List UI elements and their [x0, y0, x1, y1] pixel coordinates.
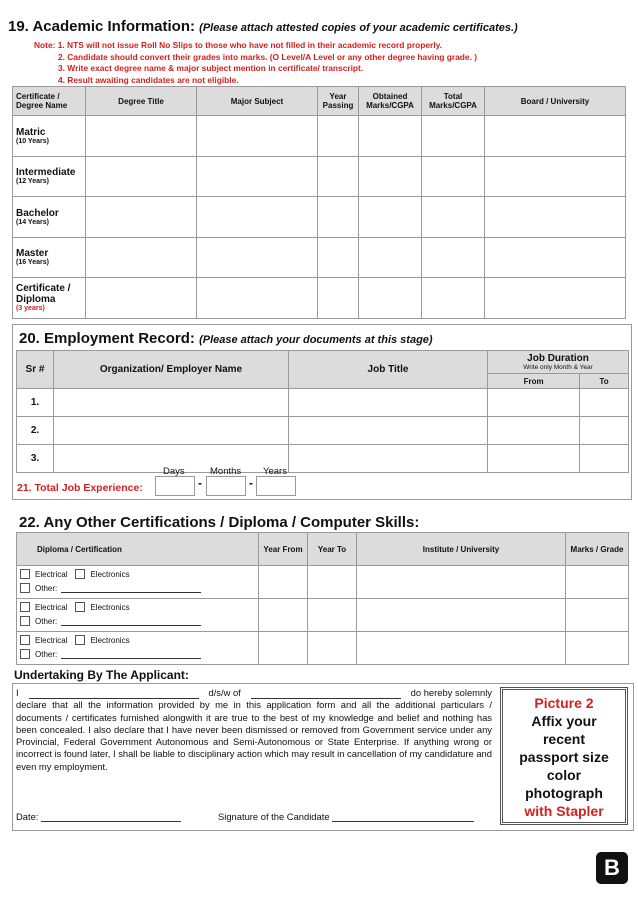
major-subject-cell[interactable]	[197, 116, 318, 157]
total-cell[interactable]	[422, 278, 485, 319]
board-cell[interactable]	[485, 278, 626, 319]
academic-table	[12, 86, 626, 319]
to-cell[interactable]	[580, 445, 629, 473]
board-cell[interactable]	[485, 156, 626, 197]
certification-options	[17, 632, 259, 665]
degree-title-cell[interactable]	[86, 197, 197, 238]
note-1: Note: 1. NTS will not issue Roll No Slips to those who have not filled in their academic record properly.	[34, 40, 442, 50]
col-degree-title: Degree Title	[86, 87, 197, 116]
row-label: Matric (10 Years)	[13, 116, 86, 157]
undertaking-heading: Undertaking By The Applicant:	[14, 668, 189, 682]
undertaking-text	[16, 687, 492, 773]
degree-title-cell[interactable]	[86, 156, 197, 197]
employment-heading: 20. Employment Record: (Please attach your documents at this stage)	[19, 330, 433, 347]
year-to-cell[interactable]	[308, 566, 357, 599]
row-label: Certificate / Diploma (3 years)	[13, 278, 86, 319]
table-row	[13, 156, 626, 197]
col-organization: Organization/ Employer Name	[54, 351, 289, 389]
year-cell[interactable]	[318, 156, 359, 197]
table-row	[17, 632, 629, 665]
total-cell[interactable]	[422, 116, 485, 157]
obtained-cell[interactable]	[359, 116, 422, 157]
picture-title: Picture 2	[534, 695, 594, 711]
electrical-label: Electrical	[35, 635, 68, 645]
electronics-label: Electronics	[90, 602, 130, 612]
col-total: Total Marks/CGPA	[422, 87, 485, 116]
major-subject-cell[interactable]	[197, 197, 318, 238]
year-to-cell[interactable]	[308, 599, 357, 632]
board-cell[interactable]	[485, 237, 626, 278]
board-cell[interactable]	[485, 116, 626, 157]
marks-cell[interactable]	[566, 566, 629, 599]
table-row	[13, 197, 626, 238]
institute-cell[interactable]	[357, 632, 566, 665]
job-title-cell[interactable]	[289, 389, 488, 417]
years-field[interactable]	[256, 476, 296, 496]
col-year-passing: Year Passing	[318, 87, 359, 116]
picture-line: passport size	[519, 749, 609, 765]
col-marks: Marks / Grade	[566, 533, 629, 566]
employment-table	[16, 350, 629, 473]
job-title-cell[interactable]	[289, 417, 488, 445]
col-certificate: Certificate / Degree Name	[13, 87, 86, 116]
col-obtained: Obtained Marks/CGPA	[359, 87, 422, 116]
col-institute: Institute / University	[357, 533, 566, 566]
undertaking-body: declare that all the information provided by me in this application form and all the additional particulars / documents / certificates furnished alongwith it are true to the best of my knowledge and belief and nothing has been concealed. I also declare that I have never been dismissed or removed from Government service under any Provincial, Federal Government Autonomous and Semi-Autonomous or State Enterprise. If anything wrong or incorrect is found later, I shall be liable to disciplinary action which may result in cancellation of my candidature and even my employment.	[16, 699, 492, 772]
row-label: Intermediate (12 Years)	[13, 156, 86, 197]
year-cell[interactable]	[318, 278, 359, 319]
degree-title-cell[interactable]	[86, 116, 197, 157]
row-number: 2.	[17, 417, 54, 445]
date-line	[16, 811, 181, 822]
electronics-label: Electronics	[90, 569, 130, 579]
dsw-label: d/s/w of	[208, 687, 241, 698]
year-cell[interactable]	[318, 237, 359, 278]
electrical-checkbox[interactable]	[20, 602, 30, 612]
separator: -	[198, 476, 202, 490]
electrical-checkbox[interactable]	[20, 569, 30, 579]
to-cell[interactable]	[580, 417, 629, 445]
year-from-cell[interactable]	[259, 632, 308, 665]
other-label: Other:	[35, 649, 58, 659]
other-field[interactable]	[61, 650, 201, 659]
col-year-from: Year From	[259, 533, 308, 566]
picture-line: with Stapler	[524, 803, 604, 819]
table-row	[13, 237, 626, 278]
other-field[interactable]	[61, 617, 201, 626]
months-field[interactable]	[206, 476, 246, 496]
picture-line: color	[546, 767, 582, 783]
year-to-cell[interactable]	[308, 632, 357, 665]
date-field[interactable]	[41, 821, 181, 822]
marks-cell[interactable]	[566, 632, 629, 665]
table-row	[17, 566, 629, 599]
certifications-heading: 22. Any Other Certifications / Diploma / Computer Skills:	[19, 514, 420, 531]
institute-cell[interactable]	[357, 566, 566, 599]
electronics-checkbox[interactable]	[75, 635, 85, 645]
total-cell[interactable]	[422, 156, 485, 197]
i-label: I	[16, 687, 19, 698]
other-checkbox[interactable]	[20, 616, 30, 626]
other-checkbox[interactable]	[20, 583, 30, 593]
certification-options	[17, 599, 259, 632]
col-job-duration: Job Duration Write only Month & Year	[488, 351, 629, 374]
col-board: Board / University	[485, 87, 626, 116]
major-subject-cell[interactable]	[197, 156, 318, 197]
certification-options	[17, 566, 259, 599]
table-row	[13, 116, 626, 157]
row-number: 1.	[17, 389, 54, 417]
major-subject-cell[interactable]	[197, 278, 318, 319]
col-from: From	[488, 374, 580, 389]
year-cell[interactable]	[318, 197, 359, 238]
obtained-cell[interactable]	[359, 237, 422, 278]
signature-field[interactable]	[332, 821, 474, 822]
signature-label: Signature of the Candidate	[218, 811, 330, 822]
total-experience-label: 21. Total Job Experience:	[17, 482, 143, 494]
electrical-checkbox[interactable]	[20, 635, 30, 645]
total-cell[interactable]	[422, 197, 485, 238]
other-label: Other:	[35, 583, 58, 593]
academic-heading: 19. Academic Information: (Please attach attested copies of your academic certificates.)	[8, 18, 518, 35]
table-row	[17, 445, 629, 473]
signature-line	[218, 811, 474, 822]
obtained-cell[interactable]	[359, 278, 422, 319]
institute-cell[interactable]	[357, 599, 566, 632]
board-cell[interactable]	[485, 197, 626, 238]
note-3: 3. Write exact degree name & major subject mention in certificate/ transcript.	[58, 63, 364, 74]
electronics-checkbox[interactable]	[75, 602, 85, 612]
col-diploma: Diploma / Certification	[17, 533, 259, 566]
photo-box	[500, 687, 628, 825]
row-number: 3.	[17, 445, 54, 473]
degree-title-cell[interactable]	[86, 278, 197, 319]
table-row	[13, 278, 626, 319]
months-label: Months	[210, 466, 242, 477]
major-subject-cell[interactable]	[197, 237, 318, 278]
hereby-label: do hereby solemnly	[410, 687, 492, 698]
other-checkbox[interactable]	[20, 649, 30, 659]
other-field[interactable]	[61, 584, 201, 593]
academic-heading-note: (Please attach attested copies of your academic certificates.)	[199, 22, 518, 34]
total-cell[interactable]	[422, 237, 485, 278]
table-row	[17, 389, 629, 417]
picture-line: recent	[542, 731, 586, 747]
page-badge: B	[596, 852, 628, 884]
days-label: Days	[163, 466, 185, 477]
date-label: Date:	[16, 811, 39, 822]
years-label: Years	[263, 466, 287, 477]
academic-notes	[34, 40, 477, 86]
obtained-cell[interactable]	[359, 156, 422, 197]
to-cell[interactable]	[580, 389, 629, 417]
col-major-subject: Major Subject	[197, 87, 318, 116]
year-from-cell[interactable]	[259, 566, 308, 599]
other-label: Other:	[35, 616, 58, 626]
col-to: To	[580, 374, 629, 389]
note-2: 2. Candidate should convert their grades into marks. (O Level/A Level or any other degree having grade. )	[58, 51, 478, 62]
electrical-label: Electrical	[35, 569, 68, 579]
electrical-label: Electrical	[35, 602, 68, 612]
table-row	[17, 599, 629, 632]
from-cell[interactable]	[488, 417, 580, 445]
picture-line: photograph	[525, 785, 603, 801]
col-sr: Sr #	[17, 351, 54, 389]
organization-cell[interactable]	[54, 417, 289, 445]
from-cell[interactable]	[488, 445, 580, 473]
marks-cell[interactable]	[566, 599, 629, 632]
from-cell[interactable]	[488, 389, 580, 417]
obtained-cell[interactable]	[359, 197, 422, 238]
employment-heading-note: (Please attach your documents at this stage)	[199, 334, 433, 346]
picture-line: Affix your	[531, 713, 597, 729]
separator: -	[249, 476, 253, 490]
electronics-label: Electronics	[90, 635, 130, 645]
year-from-cell[interactable]	[259, 599, 308, 632]
degree-title-cell[interactable]	[86, 237, 197, 278]
row-label: Master (16 Years)	[13, 237, 86, 278]
job-title-cell[interactable]	[289, 445, 488, 473]
col-job-title: Job Title	[289, 351, 488, 389]
certifications-table	[16, 532, 629, 665]
note-4: 4. Result awaiting candidates are not eligible.	[58, 74, 239, 85]
year-cell[interactable]	[318, 116, 359, 157]
col-year-to: Year To	[308, 533, 357, 566]
days-field[interactable]	[155, 476, 195, 496]
table-row	[17, 417, 629, 445]
organization-cell[interactable]	[54, 389, 289, 417]
row-label: Bachelor (14 Years)	[13, 197, 86, 238]
electronics-checkbox[interactable]	[75, 569, 85, 579]
